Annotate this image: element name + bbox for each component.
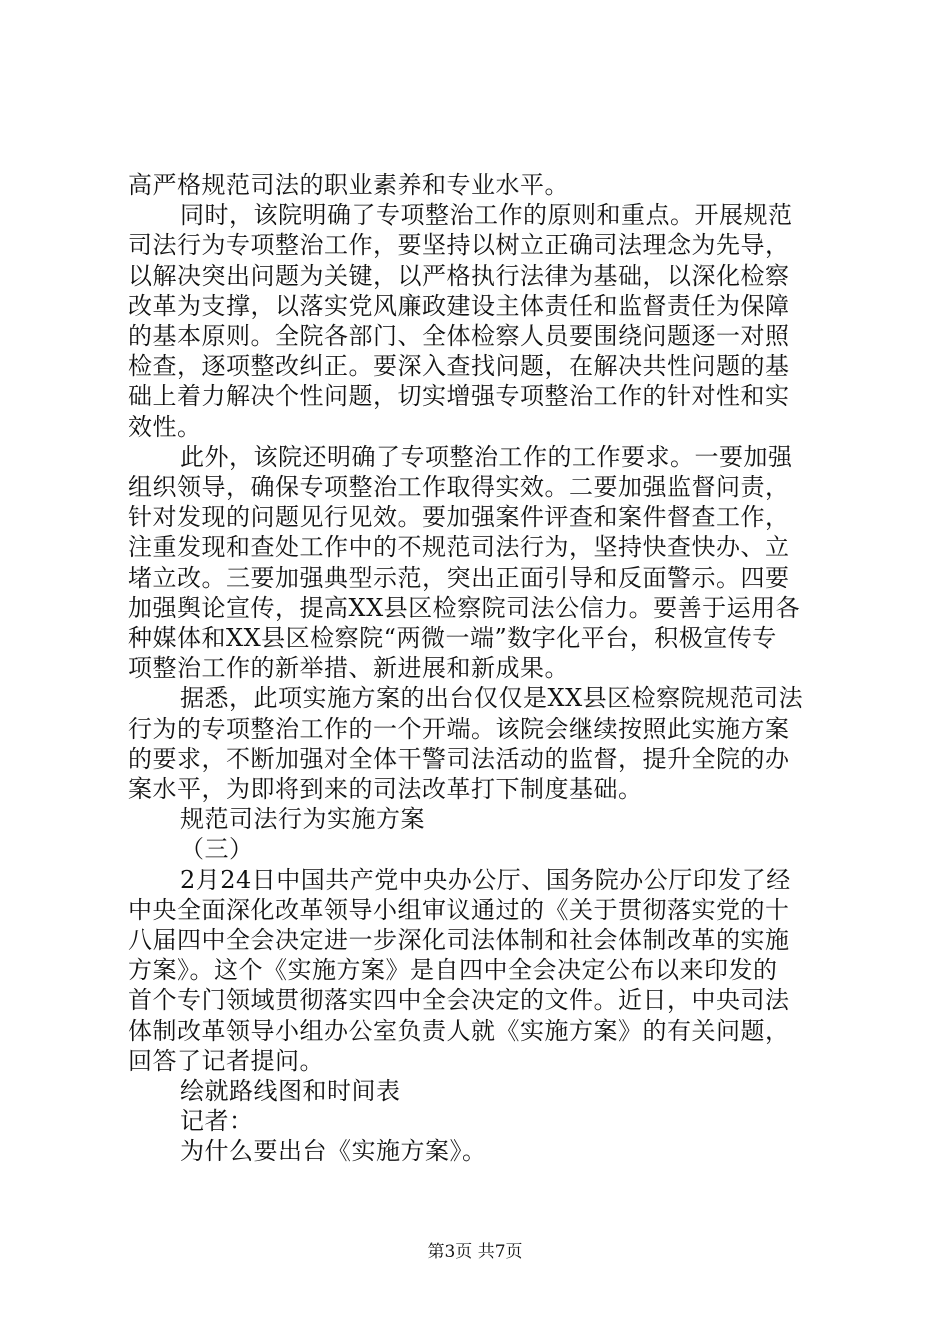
text-line: 行为的专项整治工作的一个开端。该院会继续按照此实施方案 <box>128 715 790 743</box>
text-line: 司法行为专项整治工作，要坚持以树立正确司法理念为先导， <box>128 231 790 259</box>
text-line: 2月24日中国共产党中央办公厅、国务院办公厅印发了经 <box>180 866 791 894</box>
text-line: 种媒体和XX县区检察院“两微一端”数字化平台，积极宣传专 <box>128 624 777 652</box>
text-line: 以解决突出问题为关键，以严格执行法律为基础，以深化检察 <box>128 262 790 290</box>
text-line: 据悉，此项实施方案的出台仅仅是XX县区检察院规范司法 <box>180 684 804 712</box>
page-footer: 第3页 共7页 <box>427 1242 523 1262</box>
speaker-label: 记者： <box>180 1107 254 1135</box>
text-line: 八届四中全会决定进一步深化司法体制和社会体制改革的实施 <box>128 926 790 954</box>
text-line: 项整治工作的新举措、新进展和新成果。 <box>128 654 569 682</box>
text-line: 高严格规范司法的职业素养和专业水平。 <box>128 171 569 199</box>
text-line: 组织领导，确保专项整治工作取得实效。二要加强监督问责， <box>128 473 790 501</box>
text-line: 首个专门领域贯彻落实四中全会决定的文件。近日，中央司法 <box>128 986 790 1014</box>
text-line: 注重发现和查处工作中的不规范司法行为，坚持快查快办、立 <box>128 533 790 561</box>
text-line: 为什么要出台《实施方案》。 <box>180 1137 487 1165</box>
text-line: 加强舆论宣传，提高XX县区检察院司法公信力。要善于运用各 <box>128 594 801 622</box>
text-line: 效性。 <box>128 413 202 441</box>
text-line: 中央全面深化改革领导小组审议通过的《关于贯彻落实党的十 <box>128 896 790 924</box>
text-line: 检查，逐项整改纠正。要深入查找问题，在解决共性问题的基 <box>128 352 790 380</box>
text-line: 的要求，不断加强对全体干警司法活动的监督，提升全院的办 <box>128 745 790 773</box>
text-line: 堵立改。三要加强典型示范，突出正面引导和反面警示。四要 <box>128 564 790 592</box>
section-number: （三） <box>180 835 254 863</box>
text-line: 础上着力解决个性问题，切实增强专项整治工作的针对性和实 <box>128 382 790 410</box>
text-line: 体制改革领导小组办公室负责人就《实施方案》的有关问题， <box>128 1017 790 1045</box>
text-line: 的基本原则。全院各部门、全体检察人员要围绕问题逐一对照 <box>128 322 790 350</box>
text-line: 同时，该院明确了专项整治工作的原则和重点。开展规范 <box>180 201 793 229</box>
text-line: 方案》。这个《实施方案》是自四中全会决定公布以来印发的 <box>128 956 778 984</box>
section-heading: 规范司法行为实施方案 <box>180 805 425 833</box>
text-line: 此外，该院还明确了专项整治工作的工作要求。一要加强 <box>180 443 793 471</box>
text-line: 改革为支撑，以落实党风廉政建设主体责任和监督责任为保障 <box>128 292 790 320</box>
text-line: 针对发现的问题见行见效。要加强案件评查和案件督查工作， <box>128 503 790 531</box>
text-line: 案水平，为即将到来的司法改革打下制度基础。 <box>128 775 643 803</box>
subheading: 绘就路线图和时间表 <box>180 1077 401 1105</box>
text-line: 回答了记者提问。 <box>128 1047 324 1075</box>
